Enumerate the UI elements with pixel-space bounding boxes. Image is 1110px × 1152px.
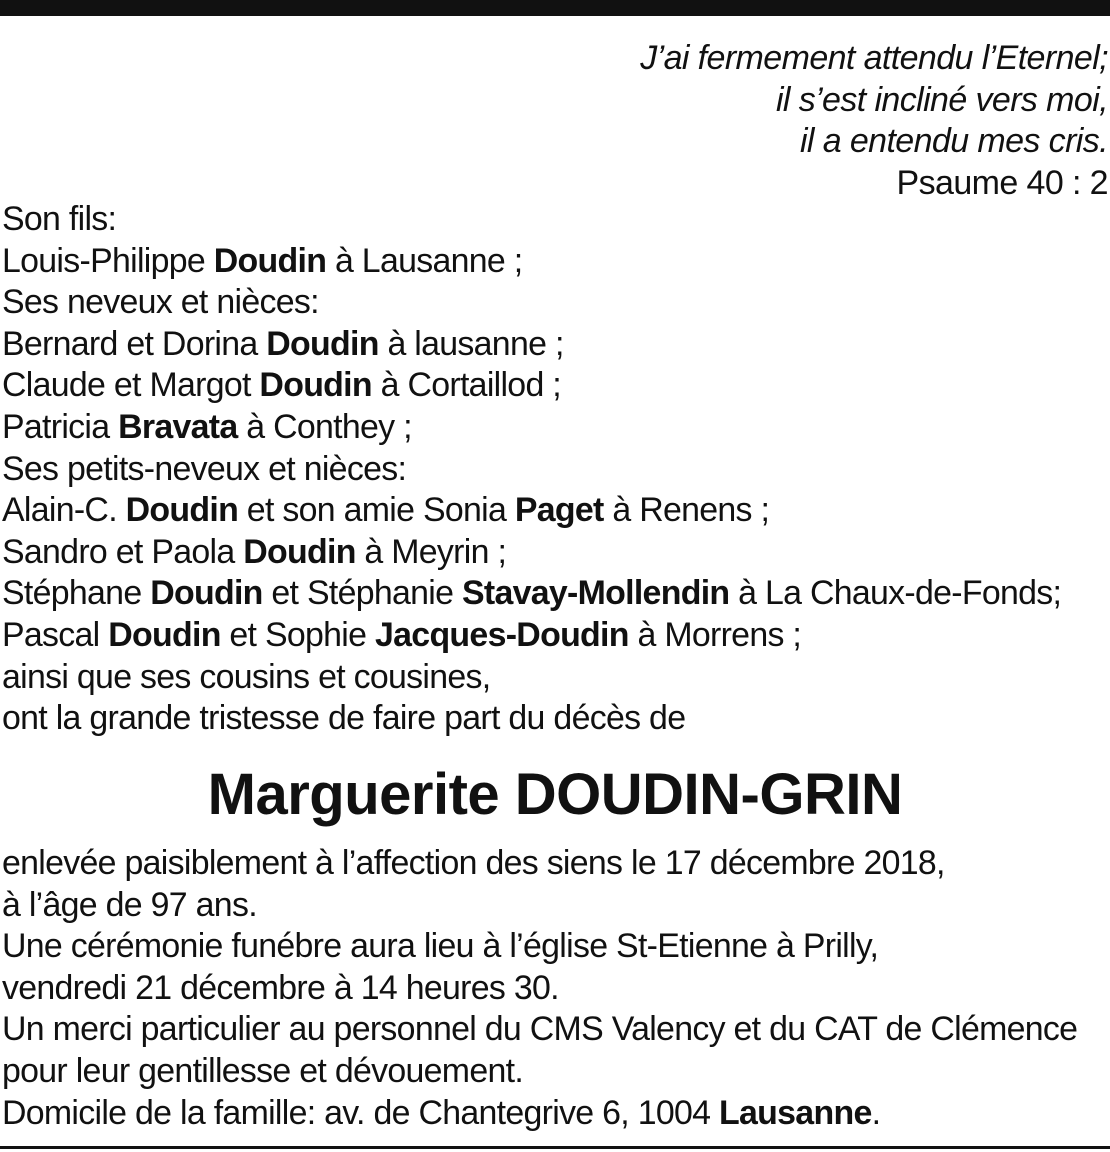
gn-surname: Doudin xyxy=(243,532,356,571)
verse-line-3: il a entendu mes cris. xyxy=(799,122,1108,160)
gn-surname: Doudin xyxy=(150,574,263,613)
son-place: à Lausanne ; xyxy=(326,241,523,280)
family-list xyxy=(2,199,1110,740)
gn-text: Alain-C. xyxy=(2,491,126,530)
gn-text: Pascal xyxy=(2,615,109,654)
gn-text: et son amie Sonia xyxy=(238,491,515,530)
gn-place: à Renens ; xyxy=(603,491,770,530)
grand-nephew-entry xyxy=(2,532,1106,574)
gn-surname: Doudin xyxy=(108,615,221,654)
verse-reference: Psaume 40 : 2 xyxy=(896,163,1108,202)
details-line-4: vendredi 21 décembre à 14 heures 30. xyxy=(2,968,559,1007)
nephew-entry xyxy=(2,365,1106,407)
verse-line-2: il s’est incliné vers moi, xyxy=(775,80,1108,119)
grand-nephews-heading: Ses petits-neveux et nièces: xyxy=(2,449,407,488)
announcement-line: ont la grande tristesse de faire part du décès de xyxy=(2,699,686,738)
nephew-place: à Cortaillod ; xyxy=(371,366,562,405)
top-border-rule xyxy=(0,0,1110,16)
cousins-line: ainsi que ses cousins et cousines, xyxy=(2,657,491,696)
psalm-verse xyxy=(408,38,1108,204)
son-entry xyxy=(2,241,1106,283)
family-address xyxy=(2,1093,1106,1135)
gn-text: et Sophie xyxy=(220,615,376,654)
son-heading: Son fils: xyxy=(2,200,117,238)
gn-surname: Jacques-Doudin xyxy=(375,615,629,654)
bottom-border-rule xyxy=(0,1146,1110,1149)
address-suffix: . xyxy=(871,1093,881,1132)
nephews-heading: Ses neveux et nièces: xyxy=(2,283,319,322)
grand-nephew-entry xyxy=(2,615,1106,657)
nephew-first: Patricia xyxy=(2,407,119,446)
nephew-place: à lausanne ; xyxy=(378,324,564,363)
nephew-first: Claude et Margot xyxy=(2,366,260,405)
son-last: Doudin xyxy=(213,241,327,280)
details-line-6: pour leur gentillesse et dévouement. xyxy=(2,1051,524,1090)
nephew-first: Bernard et Dorina xyxy=(2,324,267,363)
gn-text: Stéphane xyxy=(2,574,151,613)
address-prefix: Domicile de la famille: av. de Chantegrive 6, 1004 xyxy=(2,1093,720,1132)
gn-text: Sandro et Paola xyxy=(2,532,244,571)
gn-place: à Meyrin ; xyxy=(355,532,507,571)
nephew-last: Doudin xyxy=(259,366,372,405)
details-line-5: Un merci particulier au personnel du CMS Valency et du CAT de Clémence xyxy=(2,1010,1078,1049)
nephew-last: Bravata xyxy=(118,407,238,446)
gn-place: à Morrens ; xyxy=(628,615,802,654)
gn-surname: Doudin xyxy=(125,491,239,530)
details-line-3: Une cérémonie funébre aura lieu à l’église St-Etienne à Prilly, xyxy=(2,927,879,966)
obituary-details xyxy=(2,843,1110,1134)
grand-nephew-entry xyxy=(2,490,1106,532)
details-line-1: enlevée paisiblement à l’affection des siens le 17 décembre 2018, xyxy=(2,844,945,882)
gn-surname: Stavay-Mollendin xyxy=(461,574,730,613)
address-city: Lausanne xyxy=(719,1093,872,1132)
verse-line-1: J’ai fermement attendu l’Eternel; xyxy=(640,39,1108,77)
gn-place: à La Chaux-de-Fonds; xyxy=(729,574,1062,613)
details-line-2: à l’âge de 97 ans. xyxy=(2,885,257,924)
gn-surname: Paget xyxy=(514,491,604,530)
son-first: Louis-Philippe xyxy=(2,241,214,280)
nephew-place: à Conthey ; xyxy=(237,407,412,446)
nephew-entry xyxy=(2,407,1106,449)
nephew-last: Doudin xyxy=(266,324,379,363)
deceased-name: Marguerite DOUDIN-GRIN xyxy=(207,762,903,827)
grand-nephew-entry xyxy=(2,573,1106,615)
gn-text: et Stéphanie xyxy=(262,574,462,613)
nephew-entry xyxy=(2,324,1106,366)
